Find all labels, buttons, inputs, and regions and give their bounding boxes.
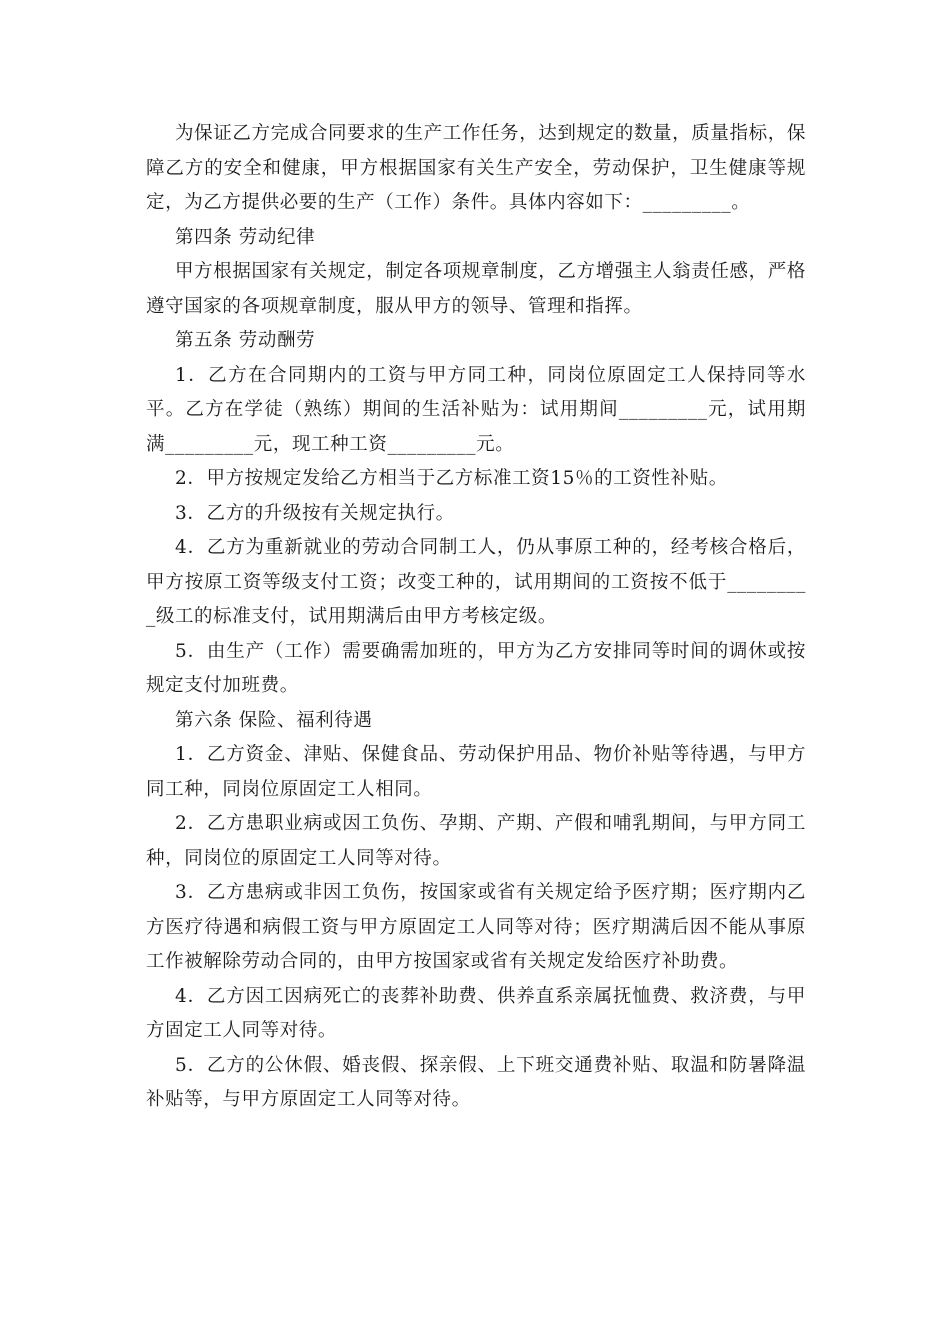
paragraph-benefits-3: 3．乙方患病或非因工负伤，按国家或省有关规定给予医疗期；医疗期内乙方医疗待遇和病假工资与甲方原固定工人同等对待；医疗期满后因不能从事原工作被解除劳动合同的，由甲方按国家或省有关规定发给医疗补助费。	[146, 882, 806, 972]
article-5-heading: 第五条 劳动酬劳	[175, 330, 316, 351]
paragraph-working-conditions: 为保证乙方完成合同要求的生产工作任务，达到规定的数量，质量指标，保障乙方的安全和健康，甲方根据国家有关生产安全，劳动保护，卫生健康等规定，为乙方提供必要的生产（工作）条件。具体内容如下：_________。	[146, 123, 806, 213]
paragraph-remuneration-1: 1．乙方在合同期内的工资与甲方同工种，同岗位原固定工人保持同等水平。乙方在学徒（熟练）期间的生活补贴为：试用期间_________元，试用期满_________元，现工种工资_________元。	[146, 364, 806, 455]
paragraph-remuneration-3: 3．乙方的升级按有关规定执行。	[175, 502, 455, 524]
article-6-heading: 第六条 保险、福利待遇	[175, 709, 373, 731]
paragraph-remuneration-4: 4．乙方为重新就业的劳动合同制工人，仍从事原工种的，经考核合格后，甲方按原工资等级支付工资；改变工种的，试用期间的工资按不低于_________级工的标准支付，试用期满后由甲方考核定级。	[146, 537, 806, 627]
article-4-heading: 第四条 劳动纪律	[175, 226, 316, 248]
paragraph-remuneration-2: 2．甲方按规定发给乙方相当于乙方标准工资15％的工资性补贴。	[175, 468, 728, 489]
paragraph-benefits-4: 4．乙方因工因病死亡的丧葬补助费、供养直系亲属抚恤费、救济费，与甲方固定工人同等对待。	[146, 985, 806, 1041]
paragraph-labor-discipline: 甲方根据国家有关规定，制定各项规章制度，乙方增强主人翁责任感，严格遵守国家的各项规章制度，服从甲方的领导、管理和指挥。	[146, 261, 806, 317]
paragraph-benefits-1: 1．乙方资金、津贴、保健食品、劳动保护用品、物价补贴等待遇，与甲方同工种，同岗位原固定工人相同。	[146, 744, 806, 800]
paragraph-remuneration-5: 5．由生产（工作）需要确需加班的，甲方为乙方安排同等时间的调休或按规定支付加班费。	[146, 640, 806, 696]
document-page	[146, 117, 806, 1118]
paragraph-benefits-5: 5．乙方的公休假、婚丧假、探亲假、上下班交通费补贴、取温和防暑降温补贴等，与甲方原固定工人同等对待。	[146, 1054, 806, 1110]
paragraph-benefits-2: 2．乙方患职业病或因工负伤、孕期、产期、产假和哺乳期间，与甲方同工种，同岗位的原固定工人同等对待。	[146, 813, 806, 869]
